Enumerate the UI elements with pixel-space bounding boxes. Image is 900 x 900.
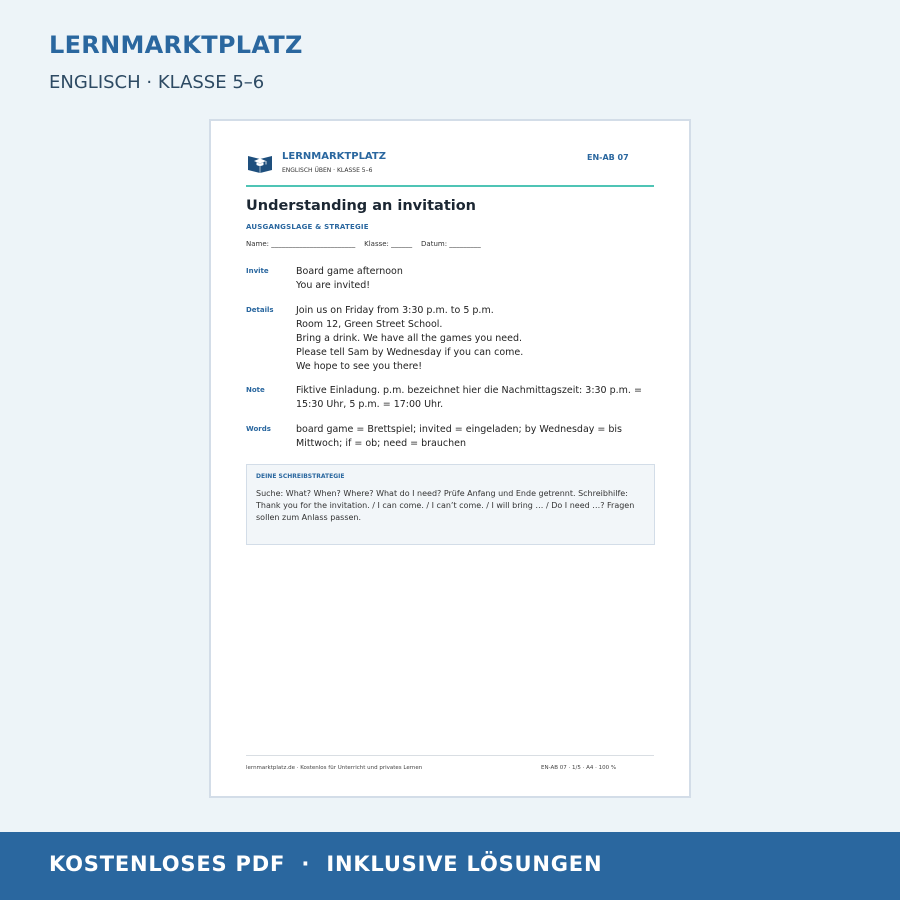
text-line: board game = Brettspiel; invited = eingeladen; by Wednesday = bis xyxy=(296,424,623,435)
book-graduation-cap-icon xyxy=(247,151,273,173)
text-line: Mittwoch; if = ob; need = brauchen xyxy=(296,438,467,449)
sheet-brand: LERNMARKTPLATZ xyxy=(282,151,386,162)
footer-right: EN-AB 07 · 1/5 · A4 · 100 % xyxy=(541,765,617,771)
strategy-text: Suche: What? When? Where? What do I need? Prüfe Anfang und Ende getrennt. Schreibhilfe: Thank you for the invitation. / I can come. / I can’t come. / I will bring … / Do I need …? Fragen sollen zum Anlass passen. xyxy=(256,489,635,522)
row-text-invite xyxy=(296,265,658,293)
text-line: Please tell Sam by Wednesday if you can come. xyxy=(296,347,524,358)
text-line: Fiktive Einladung. p.m. bezeichnet hier die Nachmittagszeit: 3:30 p.m. = xyxy=(296,385,642,396)
row-label-invite: Invite xyxy=(246,267,269,275)
text-line: You are invited! xyxy=(296,280,371,291)
sheet-code: EN-AB 07 xyxy=(587,153,629,162)
text-line: We hope to see you there! xyxy=(296,361,423,372)
row-label-details: Details xyxy=(246,306,274,314)
text-line: Bring a drink. We have all the games you need. xyxy=(296,333,523,344)
worksheet-title: Understanding an invitation xyxy=(246,198,477,214)
brand-subtitle: ENGLISCH · KLASSE 5–6 xyxy=(49,72,265,93)
footer-left: lernmarktplatz.de · Kostenlos für Unterricht und privates Lernen xyxy=(246,765,423,771)
brand-title: LERNMARKTPLATZ xyxy=(49,31,303,59)
row-text-details xyxy=(296,304,658,374)
section-heading: AUSGANGSLAGE & STRATEGIE xyxy=(246,223,369,231)
bottom-banner xyxy=(0,832,900,900)
strategy-title: DEINE SCHREIBSTRATEGIE xyxy=(256,473,345,480)
name-class-date-fields: Name: ________________________ Klasse: ______ Datum: _________ xyxy=(246,240,481,248)
banner-text: KOSTENLOSES PDF · INKLUSIVE LÖSUNGEN xyxy=(49,852,603,876)
header-rule xyxy=(246,185,654,187)
sheet-brand-subtitle: ENGLISCH ÜBEN · KLASSE 5–6 xyxy=(282,167,373,174)
row-text-words xyxy=(296,423,658,451)
row-label-note: Note xyxy=(246,386,265,394)
text-line: 15:30 Uhr, 5 p.m. = 17:00 Uhr. xyxy=(296,399,444,410)
worksheet-preview xyxy=(209,119,691,798)
row-label-words: Words xyxy=(246,425,271,433)
footer-rule xyxy=(246,755,654,756)
text-line: Board game afternoon xyxy=(296,266,403,277)
text-line: Room 12, Green Street School. xyxy=(296,319,443,330)
row-text-note xyxy=(296,384,658,412)
text-line: Join us on Friday from 3:30 p.m. to 5 p.m. xyxy=(296,305,494,316)
strategy-box xyxy=(246,464,655,545)
